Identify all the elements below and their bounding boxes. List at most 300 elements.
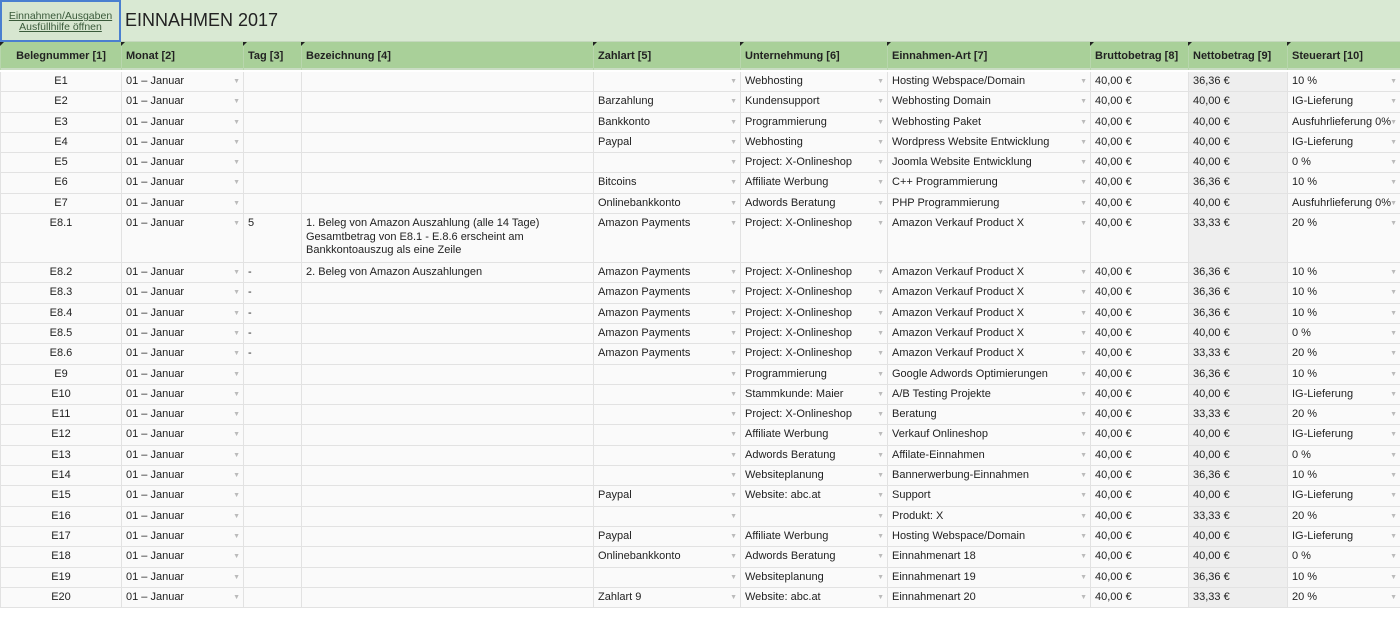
cell-monat[interactable]	[121, 507, 243, 526]
cell-belegnummer[interactable]	[0, 72, 121, 91]
dropdown-arrow-icon[interactable]: ▼	[1080, 220, 1087, 228]
dropdown-arrow-icon[interactable]: ▼	[877, 553, 884, 561]
cell-bezeichnung[interactable]	[301, 405, 593, 424]
cell-bruttobetrag[interactable]	[1090, 507, 1188, 526]
cell-tag[interactable]	[243, 72, 301, 91]
cell-nettobetrag[interactable]	[1188, 486, 1287, 505]
cell-bezeichnung[interactable]	[301, 527, 593, 546]
cell-unternehmung[interactable]	[740, 547, 887, 566]
dropdown-arrow-icon[interactable]: ▼	[877, 492, 884, 500]
cell-tag[interactable]	[243, 425, 301, 444]
cell-einnahmen-art[interactable]	[887, 527, 1090, 546]
dropdown-arrow-icon[interactable]: ▼	[1080, 431, 1087, 439]
dropdown-arrow-icon[interactable]: ▼	[233, 98, 240, 106]
cell-bezeichnung[interactable]	[301, 194, 593, 213]
dropdown-arrow-icon[interactable]: ▼	[1080, 289, 1087, 297]
cell-bezeichnung[interactable]	[301, 133, 593, 152]
cell-unternehmung[interactable]	[740, 344, 887, 363]
dropdown-arrow-icon[interactable]: ▼	[1390, 179, 1397, 187]
cell-bezeichnung[interactable]	[301, 425, 593, 444]
cell-monat[interactable]	[121, 446, 243, 465]
cell-monat[interactable]	[121, 568, 243, 587]
cell-zahlart[interactable]	[593, 92, 740, 111]
cell-tag[interactable]	[243, 304, 301, 323]
dropdown-arrow-icon[interactable]: ▼	[877, 411, 884, 419]
cell-bezeichnung[interactable]	[301, 344, 593, 363]
dropdown-arrow-icon[interactable]: ▼	[730, 159, 737, 167]
dropdown-arrow-icon[interactable]: ▼	[1080, 573, 1087, 581]
dropdown-arrow-icon[interactable]: ▼	[233, 553, 240, 561]
cell-steuerart[interactable]	[1287, 588, 1400, 607]
cell-steuerart[interactable]	[1287, 365, 1400, 384]
helper-link-line2[interactable]: Ausfüllhilfe öffnen	[19, 21, 102, 33]
cell-unternehmung[interactable]	[740, 92, 887, 111]
cell-bezeichnung[interactable]	[301, 214, 593, 262]
dropdown-arrow-icon[interactable]: ▼	[730, 492, 737, 500]
dropdown-arrow-icon[interactable]: ▼	[1390, 289, 1397, 297]
cell-steuerart[interactable]	[1287, 283, 1400, 302]
cell-zahlart[interactable]	[593, 365, 740, 384]
cell-steuerart[interactable]	[1287, 486, 1400, 505]
dropdown-arrow-icon[interactable]: ▼	[877, 118, 884, 126]
dropdown-arrow-icon[interactable]: ▼	[1080, 472, 1087, 480]
header-steuerart[interactable]: Steuerart [10]	[1287, 42, 1400, 70]
cell-bruttobetrag[interactable]	[1090, 173, 1188, 192]
cell-einnahmen-art[interactable]	[887, 214, 1090, 262]
dropdown-arrow-icon[interactable]: ▼	[1080, 350, 1087, 358]
cell-einnahmen-art[interactable]	[887, 425, 1090, 444]
header-nettobetrag[interactable]: Nettobetrag [9]	[1188, 42, 1287, 70]
cell-nettobetrag[interactable]	[1188, 92, 1287, 111]
cell-unternehmung[interactable]	[740, 446, 887, 465]
cell-zahlart[interactable]	[593, 72, 740, 91]
dropdown-arrow-icon[interactable]: ▼	[233, 309, 240, 317]
dropdown-arrow-icon[interactable]: ▼	[233, 370, 240, 378]
cell-bezeichnung[interactable]	[301, 547, 593, 566]
cell-tag[interactable]	[243, 385, 301, 404]
cell-steuerart[interactable]	[1287, 547, 1400, 566]
cell-bruttobetrag[interactable]	[1090, 568, 1188, 587]
cell-einnahmen-art[interactable]	[887, 263, 1090, 282]
dropdown-arrow-icon[interactable]: ▼	[877, 179, 884, 187]
cell-bezeichnung[interactable]	[301, 365, 593, 384]
dropdown-arrow-icon[interactable]: ▼	[1390, 411, 1397, 419]
cell-einnahmen-art[interactable]	[887, 173, 1090, 192]
dropdown-arrow-icon[interactable]: ▼	[1080, 159, 1087, 167]
cell-bruttobetrag[interactable]	[1090, 263, 1188, 282]
cell-nettobetrag[interactable]	[1188, 304, 1287, 323]
cell-bezeichnung[interactable]	[301, 568, 593, 587]
dropdown-arrow-icon[interactable]: ▼	[877, 512, 884, 520]
cell-nettobetrag[interactable]	[1188, 385, 1287, 404]
dropdown-arrow-icon[interactable]: ▼	[730, 179, 737, 187]
cell-unternehmung[interactable]	[740, 153, 887, 172]
dropdown-arrow-icon[interactable]: ▼	[233, 78, 240, 85]
cell-bruttobetrag[interactable]	[1090, 547, 1188, 566]
cell-nettobetrag[interactable]	[1188, 588, 1287, 607]
cell-einnahmen-art[interactable]	[887, 344, 1090, 363]
cell-tag[interactable]	[243, 283, 301, 302]
dropdown-arrow-icon[interactable]: ▼	[877, 472, 884, 480]
dropdown-arrow-icon[interactable]: ▼	[1080, 309, 1087, 317]
cell-einnahmen-art[interactable]	[887, 568, 1090, 587]
cell-tag[interactable]	[243, 133, 301, 152]
dropdown-arrow-icon[interactable]: ▼	[233, 289, 240, 297]
dropdown-arrow-icon[interactable]: ▼	[877, 370, 884, 378]
cell-monat[interactable]	[121, 133, 243, 152]
cell-steuerart[interactable]	[1287, 194, 1400, 213]
dropdown-arrow-icon[interactable]: ▼	[877, 138, 884, 146]
cell-bruttobetrag[interactable]	[1090, 214, 1188, 262]
cell-belegnummer[interactable]	[0, 214, 121, 262]
dropdown-arrow-icon[interactable]: ▼	[877, 98, 884, 106]
cell-belegnummer[interactable]	[0, 153, 121, 172]
dropdown-arrow-icon[interactable]: ▼	[877, 350, 884, 358]
cell-einnahmen-art[interactable]	[887, 72, 1090, 91]
cell-zahlart[interactable]	[593, 324, 740, 343]
cell-einnahmen-art[interactable]	[887, 547, 1090, 566]
header-unternehmung[interactable]: Unternehmung [6]	[740, 42, 887, 70]
cell-monat[interactable]	[121, 588, 243, 607]
helper-link-cell[interactable]	[0, 0, 121, 42]
cell-nettobetrag[interactable]	[1188, 425, 1287, 444]
cell-belegnummer[interactable]	[0, 425, 121, 444]
cell-einnahmen-art[interactable]	[887, 133, 1090, 152]
cell-bruttobetrag[interactable]	[1090, 405, 1188, 424]
cell-bruttobetrag[interactable]	[1090, 194, 1188, 213]
dropdown-arrow-icon[interactable]: ▼	[1390, 159, 1397, 167]
cell-unternehmung[interactable]	[740, 133, 887, 152]
cell-nettobetrag[interactable]	[1188, 446, 1287, 465]
cell-bezeichnung[interactable]	[301, 446, 593, 465]
cell-steuerart[interactable]	[1287, 113, 1400, 132]
dropdown-arrow-icon[interactable]: ▼	[1390, 98, 1397, 106]
cell-tag[interactable]	[243, 324, 301, 343]
cell-steuerart[interactable]	[1287, 507, 1400, 526]
cell-unternehmung[interactable]	[740, 72, 887, 91]
cell-tag[interactable]	[243, 344, 301, 363]
cell-bezeichnung[interactable]	[301, 304, 593, 323]
dropdown-arrow-icon[interactable]: ▼	[1080, 269, 1087, 277]
dropdown-arrow-icon[interactable]: ▼	[1080, 78, 1087, 85]
cell-steuerart[interactable]	[1287, 214, 1400, 262]
cell-tag[interactable]	[243, 92, 301, 111]
cell-belegnummer[interactable]	[0, 304, 121, 323]
cell-nettobetrag[interactable]	[1188, 527, 1287, 546]
dropdown-arrow-icon[interactable]: ▼	[730, 199, 737, 207]
dropdown-arrow-icon[interactable]: ▼	[1390, 78, 1397, 85]
cell-monat[interactable]	[121, 194, 243, 213]
dropdown-arrow-icon[interactable]: ▼	[877, 289, 884, 297]
cell-tag[interactable]	[243, 527, 301, 546]
cell-einnahmen-art[interactable]	[887, 385, 1090, 404]
cell-steuerart[interactable]	[1287, 425, 1400, 444]
dropdown-arrow-icon[interactable]: ▼	[233, 269, 240, 277]
cell-bezeichnung[interactable]	[301, 263, 593, 282]
cell-unternehmung[interactable]	[740, 527, 887, 546]
dropdown-arrow-icon[interactable]: ▼	[233, 138, 240, 146]
cell-steuerart[interactable]	[1287, 446, 1400, 465]
cell-unternehmung[interactable]	[740, 173, 887, 192]
cell-belegnummer[interactable]	[0, 263, 121, 282]
cell-bruttobetrag[interactable]	[1090, 72, 1188, 91]
cell-zahlart[interactable]	[593, 214, 740, 262]
header-zahlart[interactable]: Zahlart [5]	[593, 42, 740, 70]
cell-tag[interactable]	[243, 486, 301, 505]
dropdown-arrow-icon[interactable]: ▼	[233, 532, 240, 540]
dropdown-arrow-icon[interactable]: ▼	[233, 350, 240, 358]
cell-monat[interactable]	[121, 365, 243, 384]
cell-zahlart[interactable]	[593, 344, 740, 363]
dropdown-arrow-icon[interactable]: ▼	[1390, 553, 1397, 561]
cell-bezeichnung[interactable]	[301, 173, 593, 192]
header-monat[interactable]: Monat [2]	[121, 42, 243, 70]
dropdown-arrow-icon[interactable]: ▼	[730, 390, 737, 398]
cell-einnahmen-art[interactable]	[887, 324, 1090, 343]
cell-bezeichnung[interactable]	[301, 385, 593, 404]
dropdown-arrow-icon[interactable]: ▼	[730, 269, 737, 277]
cell-monat[interactable]	[121, 466, 243, 485]
dropdown-arrow-icon[interactable]: ▼	[877, 199, 884, 207]
cell-nettobetrag[interactable]	[1188, 365, 1287, 384]
cell-monat[interactable]	[121, 486, 243, 505]
cell-bezeichnung[interactable]	[301, 466, 593, 485]
cell-monat[interactable]	[121, 527, 243, 546]
dropdown-arrow-icon[interactable]: ▼	[730, 350, 737, 358]
cell-tag[interactable]	[243, 365, 301, 384]
cell-monat[interactable]	[121, 214, 243, 262]
cell-tag[interactable]	[243, 446, 301, 465]
cell-steuerart[interactable]	[1287, 385, 1400, 404]
cell-bruttobetrag[interactable]	[1090, 365, 1188, 384]
dropdown-arrow-icon[interactable]: ▼	[1390, 451, 1397, 459]
cell-belegnummer[interactable]	[0, 527, 121, 546]
cell-zahlart[interactable]	[593, 547, 740, 566]
cell-unternehmung[interactable]	[740, 324, 887, 343]
cell-bruttobetrag[interactable]	[1090, 466, 1188, 485]
dropdown-arrow-icon[interactable]: ▼	[730, 472, 737, 480]
cell-unternehmung[interactable]	[740, 304, 887, 323]
cell-nettobetrag[interactable]	[1188, 72, 1287, 91]
dropdown-arrow-icon[interactable]: ▼	[877, 451, 884, 459]
cell-steuerart[interactable]	[1287, 133, 1400, 152]
cell-zahlart[interactable]	[593, 113, 740, 132]
cell-einnahmen-art[interactable]	[887, 113, 1090, 132]
dropdown-arrow-icon[interactable]: ▼	[730, 451, 737, 459]
cell-bezeichnung[interactable]	[301, 283, 593, 302]
dropdown-arrow-icon[interactable]: ▼	[730, 411, 737, 419]
cell-bruttobetrag[interactable]	[1090, 486, 1188, 505]
dropdown-arrow-icon[interactable]: ▼	[730, 431, 737, 439]
cell-monat[interactable]	[121, 344, 243, 363]
cell-tag[interactable]	[243, 214, 301, 262]
cell-belegnummer[interactable]	[0, 92, 121, 111]
cell-unternehmung[interactable]	[740, 466, 887, 485]
cell-zahlart[interactable]	[593, 153, 740, 172]
dropdown-arrow-icon[interactable]: ▼	[730, 553, 737, 561]
cell-unternehmung[interactable]	[740, 283, 887, 302]
dropdown-arrow-icon[interactable]: ▼	[730, 118, 737, 126]
dropdown-arrow-icon[interactable]: ▼	[1390, 118, 1397, 126]
cell-tag[interactable]	[243, 263, 301, 282]
dropdown-arrow-icon[interactable]: ▼	[730, 573, 737, 581]
cell-nettobetrag[interactable]	[1188, 283, 1287, 302]
cell-monat[interactable]	[121, 385, 243, 404]
dropdown-arrow-icon[interactable]: ▼	[1080, 329, 1087, 337]
cell-steuerart[interactable]	[1287, 153, 1400, 172]
cell-zahlart[interactable]	[593, 133, 740, 152]
dropdown-arrow-icon[interactable]: ▼	[233, 492, 240, 500]
dropdown-arrow-icon[interactable]: ▼	[233, 472, 240, 480]
dropdown-arrow-icon[interactable]: ▼	[1390, 573, 1397, 581]
cell-bezeichnung[interactable]	[301, 486, 593, 505]
cell-tag[interactable]	[243, 568, 301, 587]
cell-belegnummer[interactable]	[0, 173, 121, 192]
dropdown-arrow-icon[interactable]: ▼	[877, 78, 884, 85]
cell-bruttobetrag[interactable]	[1090, 153, 1188, 172]
dropdown-arrow-icon[interactable]: ▼	[1390, 138, 1397, 146]
cell-bezeichnung[interactable]	[301, 507, 593, 526]
cell-belegnummer[interactable]	[0, 113, 121, 132]
cell-monat[interactable]	[121, 113, 243, 132]
cell-zahlart[interactable]	[593, 527, 740, 546]
dropdown-arrow-icon[interactable]: ▼	[1390, 220, 1397, 228]
cell-unternehmung[interactable]	[740, 263, 887, 282]
dropdown-arrow-icon[interactable]: ▼	[1080, 451, 1087, 459]
header-bezeichnung[interactable]: Bezeichnung [4]	[301, 42, 593, 70]
cell-bezeichnung[interactable]	[301, 72, 593, 91]
cell-nettobetrag[interactable]	[1188, 173, 1287, 192]
cell-einnahmen-art[interactable]	[887, 283, 1090, 302]
cell-belegnummer[interactable]	[0, 466, 121, 485]
dropdown-arrow-icon[interactable]: ▼	[233, 220, 240, 228]
dropdown-arrow-icon[interactable]: ▼	[233, 159, 240, 167]
header-einnahmen-art[interactable]: Einnahmen-Art [7]	[887, 42, 1090, 70]
cell-bruttobetrag[interactable]	[1090, 304, 1188, 323]
cell-monat[interactable]	[121, 405, 243, 424]
cell-einnahmen-art[interactable]	[887, 588, 1090, 607]
cell-einnahmen-art[interactable]	[887, 507, 1090, 526]
cell-nettobetrag[interactable]	[1188, 547, 1287, 566]
cell-monat[interactable]	[121, 153, 243, 172]
cell-belegnummer[interactable]	[0, 385, 121, 404]
cell-zahlart[interactable]	[593, 486, 740, 505]
dropdown-arrow-icon[interactable]: ▼	[730, 593, 737, 601]
cell-monat[interactable]	[121, 425, 243, 444]
dropdown-arrow-icon[interactable]: ▼	[233, 118, 240, 126]
dropdown-arrow-icon[interactable]: ▼	[233, 199, 240, 207]
cell-belegnummer[interactable]	[0, 507, 121, 526]
dropdown-arrow-icon[interactable]: ▼	[730, 138, 737, 146]
cell-unternehmung[interactable]	[740, 405, 887, 424]
cell-belegnummer[interactable]	[0, 324, 121, 343]
cell-nettobetrag[interactable]	[1188, 405, 1287, 424]
dropdown-arrow-icon[interactable]: ▼	[877, 431, 884, 439]
dropdown-arrow-icon[interactable]: ▼	[877, 309, 884, 317]
cell-bruttobetrag[interactable]	[1090, 324, 1188, 343]
dropdown-arrow-icon[interactable]: ▼	[1080, 411, 1087, 419]
cell-zahlart[interactable]	[593, 263, 740, 282]
cell-bruttobetrag[interactable]	[1090, 527, 1188, 546]
cell-belegnummer[interactable]	[0, 133, 121, 152]
cell-nettobetrag[interactable]	[1188, 133, 1287, 152]
dropdown-arrow-icon[interactable]: ▼	[730, 289, 737, 297]
cell-unternehmung[interactable]	[740, 385, 887, 404]
dropdown-arrow-icon[interactable]: ▼	[1390, 370, 1397, 378]
cell-tag[interactable]	[243, 113, 301, 132]
cell-monat[interactable]	[121, 72, 243, 91]
cell-steuerart[interactable]	[1287, 344, 1400, 363]
cell-nettobetrag[interactable]	[1188, 466, 1287, 485]
cell-belegnummer[interactable]	[0, 405, 121, 424]
dropdown-arrow-icon[interactable]: ▼	[1390, 512, 1397, 520]
dropdown-arrow-icon[interactable]: ▼	[1390, 199, 1397, 207]
cell-steuerart[interactable]	[1287, 72, 1400, 91]
dropdown-arrow-icon[interactable]: ▼	[1080, 532, 1087, 540]
cell-tag[interactable]	[243, 466, 301, 485]
cell-bezeichnung[interactable]	[301, 113, 593, 132]
cell-steuerart[interactable]	[1287, 173, 1400, 192]
cell-einnahmen-art[interactable]	[887, 405, 1090, 424]
cell-unternehmung[interactable]	[740, 507, 887, 526]
header-bruttobetrag[interactable]: Bruttobetrag [8]	[1090, 42, 1188, 70]
cell-belegnummer[interactable]	[0, 365, 121, 384]
cell-bruttobetrag[interactable]	[1090, 92, 1188, 111]
cell-zahlart[interactable]	[593, 304, 740, 323]
dropdown-arrow-icon[interactable]: ▼	[730, 98, 737, 106]
dropdown-arrow-icon[interactable]: ▼	[877, 220, 884, 228]
cell-bruttobetrag[interactable]	[1090, 283, 1188, 302]
dropdown-arrow-icon[interactable]: ▼	[233, 390, 240, 398]
cell-steuerart[interactable]	[1287, 466, 1400, 485]
cell-zahlart[interactable]	[593, 466, 740, 485]
dropdown-arrow-icon[interactable]: ▼	[233, 329, 240, 337]
cell-unternehmung[interactable]	[740, 194, 887, 213]
cell-nettobetrag[interactable]	[1188, 507, 1287, 526]
cell-tag[interactable]	[243, 405, 301, 424]
cell-belegnummer[interactable]	[0, 486, 121, 505]
cell-nettobetrag[interactable]	[1188, 568, 1287, 587]
cell-bezeichnung[interactable]	[301, 92, 593, 111]
cell-einnahmen-art[interactable]	[887, 153, 1090, 172]
cell-belegnummer[interactable]	[0, 344, 121, 363]
dropdown-arrow-icon[interactable]: ▼	[1080, 138, 1087, 146]
cell-einnahmen-art[interactable]	[887, 365, 1090, 384]
cell-monat[interactable]	[121, 547, 243, 566]
cell-belegnummer[interactable]	[0, 588, 121, 607]
cell-unternehmung[interactable]	[740, 588, 887, 607]
dropdown-arrow-icon[interactable]: ▼	[877, 390, 884, 398]
cell-tag[interactable]	[243, 588, 301, 607]
cell-unternehmung[interactable]	[740, 568, 887, 587]
cell-zahlart[interactable]	[593, 194, 740, 213]
cell-monat[interactable]	[121, 304, 243, 323]
dropdown-arrow-icon[interactable]: ▼	[877, 269, 884, 277]
dropdown-arrow-icon[interactable]: ▼	[1390, 350, 1397, 358]
dropdown-arrow-icon[interactable]: ▼	[233, 512, 240, 520]
dropdown-arrow-icon[interactable]: ▼	[1390, 309, 1397, 317]
dropdown-arrow-icon[interactable]: ▼	[1080, 553, 1087, 561]
cell-nettobetrag[interactable]	[1188, 263, 1287, 282]
cell-zahlart[interactable]	[593, 507, 740, 526]
cell-zahlart[interactable]	[593, 568, 740, 587]
dropdown-arrow-icon[interactable]: ▼	[1080, 390, 1087, 398]
dropdown-arrow-icon[interactable]: ▼	[1080, 98, 1087, 106]
dropdown-arrow-icon[interactable]: ▼	[877, 593, 884, 601]
helper-link-line1[interactable]: Einnahmen/Ausgaben	[8, 10, 113, 22]
dropdown-arrow-icon[interactable]: ▼	[233, 451, 240, 459]
cell-bruttobetrag[interactable]	[1090, 133, 1188, 152]
